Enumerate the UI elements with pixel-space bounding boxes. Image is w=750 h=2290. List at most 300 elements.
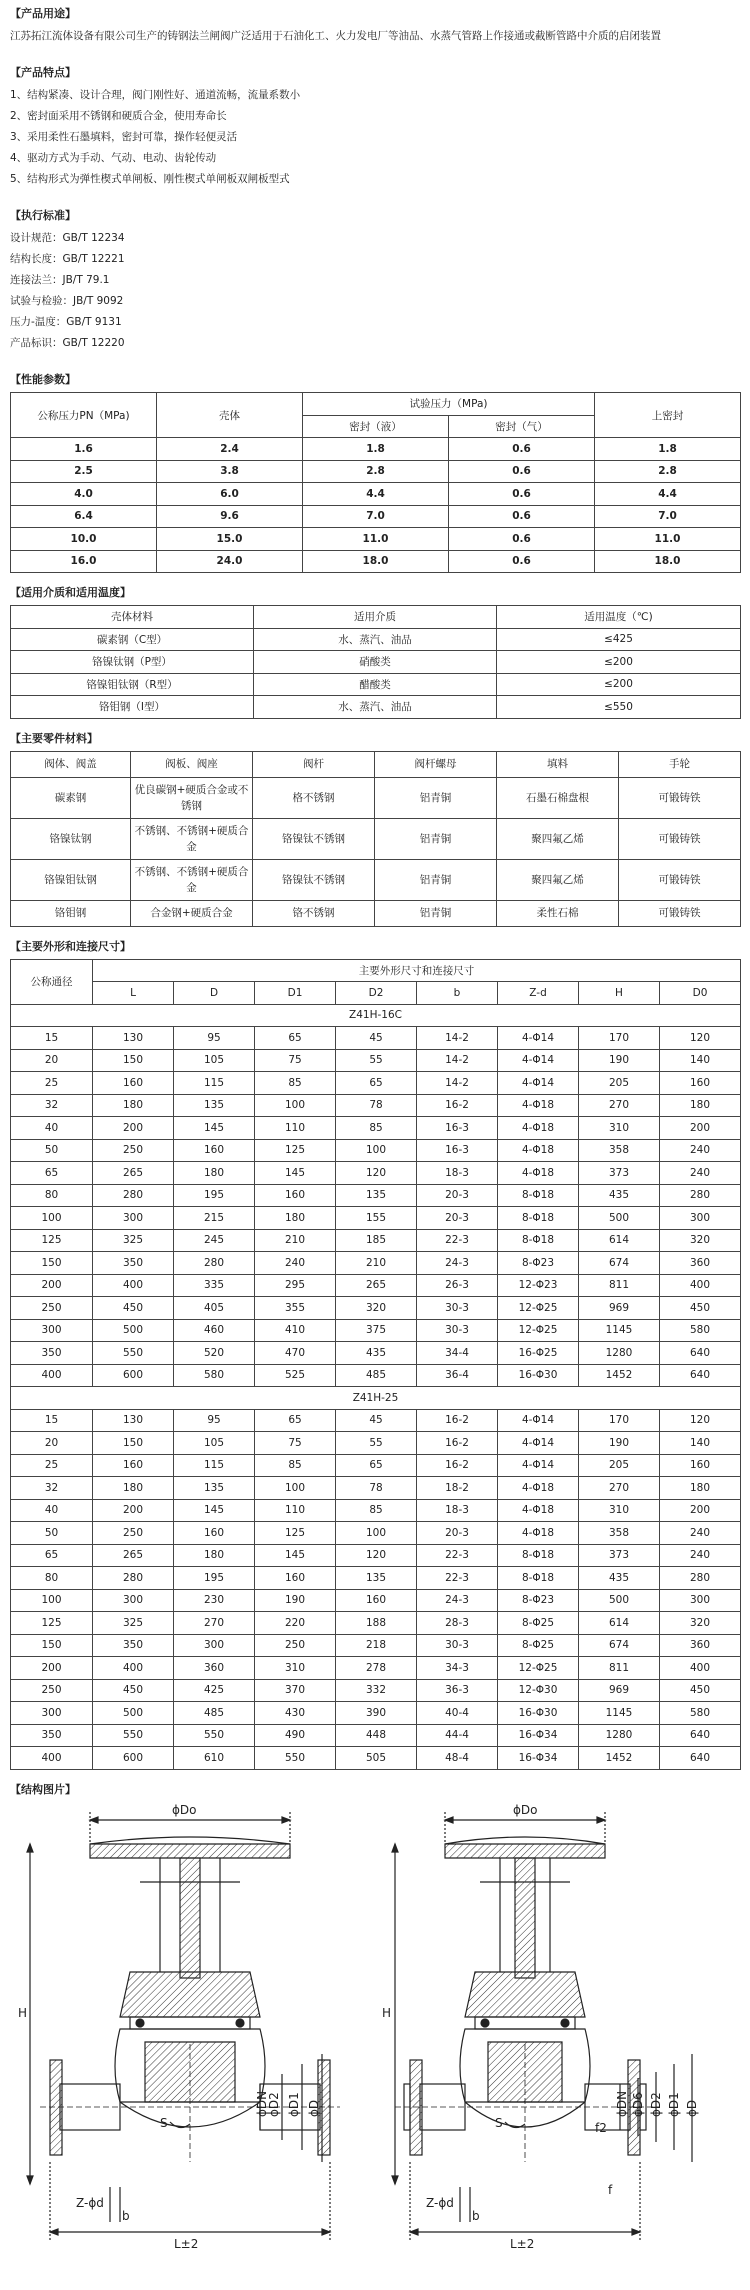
table-cell: 250 <box>93 1522 174 1545</box>
table-cell: 95 <box>174 1027 255 1050</box>
table-cell: 332 <box>336 1679 417 1702</box>
left-zd-label: Z-ϕd <box>76 2195 104 2210</box>
table-row <box>11 483 741 506</box>
table-cell: 300 <box>174 1634 255 1657</box>
table-cell: 185 <box>336 1229 417 1252</box>
table-cell: 16-3 <box>417 1117 498 1140</box>
table-cell: 580 <box>660 1702 741 1725</box>
header-stem-nut: 阀杆螺母 <box>375 751 497 777</box>
table-cell: 1280 <box>579 1342 660 1365</box>
table-cell: 11.0 <box>595 528 741 551</box>
table-cell: 85 <box>255 1454 336 1477</box>
table-cell: 270 <box>174 1612 255 1635</box>
performance-body <box>11 438 741 573</box>
table-row <box>11 528 741 551</box>
right-d-label: ϕD <box>685 2099 699 2117</box>
table-cell: 0.6 <box>449 460 595 483</box>
table-cell: ≤200 <box>497 651 741 674</box>
table-row <box>11 1184 741 1207</box>
table-cell: 674 <box>579 1634 660 1657</box>
table-cell: 50 <box>11 1139 93 1162</box>
table-cell: 280 <box>660 1567 741 1590</box>
table-cell: 78 <box>336 1094 417 1117</box>
table-cell: 65 <box>255 1409 336 1432</box>
table-cell: 450 <box>660 1297 741 1320</box>
table-cell: 2.8 <box>303 460 449 483</box>
table-cell: 674 <box>579 1252 660 1275</box>
table-cell: 4-Φ14 <box>498 1049 579 1072</box>
table-cell: 320 <box>660 1612 741 1635</box>
table-cell: 140 <box>660 1432 741 1455</box>
table-cell: 0.6 <box>449 550 595 573</box>
standard-item: 压力-温度：GB/T 9131 <box>10 316 122 328</box>
table-row <box>11 1679 741 1702</box>
header-col-d1: D1 <box>255 982 336 1005</box>
left-s-label: S <box>160 2115 168 2130</box>
table-row <box>11 1027 741 1050</box>
table-cell: 24-3 <box>417 1589 498 1612</box>
table-cell: 145 <box>255 1544 336 1567</box>
table-cell: 160 <box>93 1072 174 1095</box>
table-cell: 34-3 <box>417 1657 498 1680</box>
left-h-label: H <box>18 2005 28 2020</box>
table-cell: 85 <box>336 1117 417 1140</box>
table-cell: 450 <box>93 1297 174 1320</box>
table-cell: 4-Φ14 <box>498 1432 579 1455</box>
header-col-b: b <box>417 982 498 1005</box>
table-cell: 不锈钢、不锈钢+硬质合金 <box>131 818 253 859</box>
table-cell: 可锻铸铁 <box>619 859 741 900</box>
table-cell: 50 <box>11 1522 93 1545</box>
table-cell: 聚四氟乙烯 <box>497 818 619 859</box>
table-cell: 490 <box>255 1724 336 1747</box>
table-cell: 优良碳钢+硬质合金或不锈钢 <box>131 777 253 818</box>
table-cell: 278 <box>336 1657 417 1680</box>
table-row <box>11 1634 741 1657</box>
table-cell: 355 <box>255 1297 336 1320</box>
table-cell: 80 <box>11 1567 93 1590</box>
table-cell: 48-4 <box>417 1747 498 1770</box>
table-row <box>11 1229 741 1252</box>
table-cell: 640 <box>660 1342 741 1365</box>
table-cell: 325 <box>93 1229 174 1252</box>
table-cell: 铬镍钛不锈钢 <box>253 818 375 859</box>
right-f2-label: f2 <box>595 2120 607 2135</box>
table-cell: 100 <box>11 1207 93 1230</box>
table-cell: 75 <box>255 1432 336 1455</box>
table-row <box>11 1724 741 1747</box>
table-cell: 10.0 <box>11 528 157 551</box>
table-row <box>11 1567 741 1590</box>
table-cell: 34-4 <box>417 1342 498 1365</box>
table-row <box>11 1094 741 1117</box>
table-cell: 550 <box>93 1724 174 1747</box>
table-cell: 16-Φ30 <box>498 1364 579 1387</box>
table-row <box>11 1139 741 1162</box>
left-l-label: L±2 <box>174 2236 199 2251</box>
table-cell: 12-Φ23 <box>498 1274 579 1297</box>
table-cell: 240 <box>660 1522 741 1545</box>
header-material: 壳体材料 <box>11 606 254 629</box>
table-cell: 80 <box>11 1184 93 1207</box>
table-row <box>11 1657 741 1680</box>
table-cell: 265 <box>336 1274 417 1297</box>
header-test: 试验压力（MPa) <box>303 393 595 416</box>
section-figure <box>10 1782 740 2290</box>
table-cell: 65 <box>336 1454 417 1477</box>
table-cell: 格不锈钢 <box>253 777 375 818</box>
table-cell: 26-3 <box>417 1274 498 1297</box>
table-cell: 14-2 <box>417 1049 498 1072</box>
table-cell: 16-Φ34 <box>498 1747 579 1770</box>
table-cell: 16-2 <box>417 1409 498 1432</box>
table-row <box>11 460 741 483</box>
table-row <box>11 1589 741 1612</box>
table-cell: 160 <box>174 1139 255 1162</box>
section-features <box>10 65 740 190</box>
table-row <box>11 1364 741 1387</box>
table-cell: 1452 <box>579 1364 660 1387</box>
table-cell: 1145 <box>579 1319 660 1342</box>
table-cell: 18.0 <box>595 550 741 573</box>
standard-item: 结构长度：GB/T 12221 <box>10 253 125 265</box>
table-cell: 120 <box>336 1162 417 1185</box>
table-cell: 0.6 <box>449 483 595 506</box>
table-row <box>11 1454 741 1477</box>
table-cell: 300 <box>93 1207 174 1230</box>
standards-heading: 【执行标准】 <box>10 209 76 222</box>
table-cell: 350 <box>93 1634 174 1657</box>
table-row <box>11 859 741 900</box>
table-cell: 7.0 <box>303 505 449 528</box>
table-cell: 醋酸类 <box>254 673 497 696</box>
table-row <box>11 696 741 719</box>
left-d-label: ϕD <box>307 2099 321 2117</box>
table-cell: 16-Φ25 <box>498 1342 579 1365</box>
right-zd-label: Z-ϕd <box>426 2195 454 2210</box>
table-cell: 8-Φ18 <box>498 1567 579 1590</box>
table-cell: 6.4 <box>11 505 157 528</box>
table-cell: 1280 <box>579 1724 660 1747</box>
table-row <box>11 1207 741 1230</box>
table-cell: 水、蒸汽、油品 <box>254 628 497 651</box>
table-cell: 40 <box>11 1117 93 1140</box>
table-cell: 200 <box>11 1657 93 1680</box>
table-cell: 18-2 <box>417 1477 498 1500</box>
table-cell: 400 <box>660 1657 741 1680</box>
table-cell: 190 <box>579 1049 660 1072</box>
table-cell: 200 <box>93 1117 174 1140</box>
table-cell: 360 <box>660 1252 741 1275</box>
table-cell: 2.8 <box>595 460 741 483</box>
right-d2-label: ϕD2 <box>649 2091 663 2117</box>
table-cell: 135 <box>174 1477 255 1500</box>
table-cell: ≤200 <box>497 673 741 696</box>
table-cell: 11.0 <box>303 528 449 551</box>
table-cell: 350 <box>11 1342 93 1365</box>
table-cell: 110 <box>255 1499 336 1522</box>
media-heading: 【适用介质和适用温度】 <box>10 586 131 599</box>
table-cell: 3.8 <box>157 460 303 483</box>
header-col-d: D <box>174 982 255 1005</box>
table-cell: 170 <box>579 1027 660 1050</box>
header-col-zd: Z-d <box>498 982 579 1005</box>
table-cell: 280 <box>93 1184 174 1207</box>
table-cell: 16-3 <box>417 1139 498 1162</box>
table-cell: 铬钼钢（I型） <box>11 696 254 719</box>
table-cell: 410 <box>255 1319 336 1342</box>
figure-heading: 【结构图片】 <box>10 1782 76 1796</box>
table-cell: 0.6 <box>449 438 595 461</box>
feature-item: 2、密封面采用不锈钢和硬质合金，使用寿命长 <box>10 110 227 122</box>
table-cell: 44-4 <box>417 1724 498 1747</box>
table-cell: 12-Φ25 <box>498 1657 579 1680</box>
table-cell: 36-3 <box>417 1679 498 1702</box>
table-cell: 铝青铜 <box>375 777 497 818</box>
table-row <box>11 673 741 696</box>
table-cell: 4-Φ18 <box>498 1094 579 1117</box>
table-row <box>11 818 741 859</box>
table-cell: 170 <box>579 1409 660 1432</box>
table-cell: 370 <box>255 1679 336 1702</box>
table-cell: 4-Φ14 <box>498 1454 579 1477</box>
table-cell: 160 <box>660 1072 741 1095</box>
header-shell: 壳体 <box>157 393 303 438</box>
table-cell: ≤425 <box>497 628 741 651</box>
table-row <box>11 438 741 461</box>
table-row <box>11 628 741 651</box>
standard-item: 设计规范：GB/T 12234 <box>10 232 125 244</box>
table-cell: 435 <box>579 1567 660 1590</box>
table-cell: 1.8 <box>303 438 449 461</box>
dimensions-body-2 <box>11 1409 741 1769</box>
table-cell: 230 <box>174 1589 255 1612</box>
table-cell: 390 <box>336 1702 417 1725</box>
table-cell: 7.0 <box>595 505 741 528</box>
table-cell: 400 <box>660 1274 741 1297</box>
table-cell: 6.0 <box>157 483 303 506</box>
table-cell: 400 <box>93 1274 174 1297</box>
table-cell: ≤550 <box>497 696 741 719</box>
table-cell: 24.0 <box>157 550 303 573</box>
table-cell: 188 <box>336 1612 417 1635</box>
table-cell: 15 <box>11 1409 93 1432</box>
table-cell: 195 <box>174 1184 255 1207</box>
table-cell: 160 <box>255 1567 336 1590</box>
table-cell: 8-Φ23 <box>498 1589 579 1612</box>
table-cell: 20 <box>11 1049 93 1072</box>
table-cell: 240 <box>660 1162 741 1185</box>
table-cell: 145 <box>255 1162 336 1185</box>
table-cell: 25 <box>11 1454 93 1477</box>
table-cell: 320 <box>660 1229 741 1252</box>
table-cell: 100 <box>336 1139 417 1162</box>
parts-heading: 【主要零件材料】 <box>10 731 98 745</box>
table-cell: 250 <box>11 1297 93 1320</box>
table-cell: 270 <box>579 1477 660 1500</box>
table-row <box>11 1319 741 1342</box>
table-cell: 210 <box>255 1229 336 1252</box>
table-cell: 14-2 <box>417 1027 498 1050</box>
table-cell: 373 <box>579 1162 660 1185</box>
section-dimensions <box>10 939 740 1770</box>
header-handwheel: 手轮 <box>619 751 741 777</box>
table-cell: 4-Φ18 <box>498 1522 579 1545</box>
table-cell: 640 <box>660 1724 741 1747</box>
table-cell: 16-2 <box>417 1432 498 1455</box>
table-cell: 石墨石棉盘根 <box>497 777 619 818</box>
table-cell: 16.0 <box>11 550 157 573</box>
table-cell: 200 <box>93 1499 174 1522</box>
table-cell: 135 <box>336 1184 417 1207</box>
left-d1-label: ϕD1 <box>287 2091 301 2117</box>
section-performance <box>10 372 740 573</box>
table-cell: 12-Φ25 <box>498 1319 579 1342</box>
table-cell: 8-Φ18 <box>498 1207 579 1230</box>
usage-text: 江苏拓江流体设备有限公司生产的铸钢法兰闸阀广泛适用于石油化工、火力发电厂等油品、水蒸气管路上作接通或截断管路中介质的启闭装置 <box>10 30 661 42</box>
table-row <box>11 1522 741 1545</box>
table-cell: 12-Φ25 <box>498 1297 579 1320</box>
table-cell: 160 <box>660 1454 741 1477</box>
table-row <box>11 1072 741 1095</box>
table-cell: 180 <box>255 1207 336 1230</box>
table-cell: 200 <box>660 1117 741 1140</box>
table-cell: 铝青铜 <box>375 859 497 900</box>
model-row: Z41H-25 <box>11 1387 741 1410</box>
table-row <box>11 1117 741 1140</box>
table-cell: 265 <box>93 1544 174 1567</box>
table-cell: 65 <box>11 1544 93 1567</box>
table-cell: 375 <box>336 1319 417 1342</box>
table-cell: 250 <box>255 1634 336 1657</box>
table-cell: 115 <box>174 1454 255 1477</box>
table-cell: 360 <box>660 1634 741 1657</box>
table-row <box>11 1252 741 1275</box>
table-cell: 145 <box>174 1499 255 1522</box>
table-cell: 320 <box>336 1297 417 1320</box>
table-cell: 280 <box>660 1184 741 1207</box>
table-cell: 240 <box>660 1544 741 1567</box>
table-cell: 190 <box>579 1432 660 1455</box>
table-cell: 铝青铜 <box>375 900 497 926</box>
table-cell: 350 <box>11 1724 93 1747</box>
table-cell: 160 <box>336 1589 417 1612</box>
table-cell: 85 <box>255 1072 336 1095</box>
table-cell: 40-4 <box>417 1702 498 1725</box>
table-cell: 220 <box>255 1612 336 1635</box>
table-cell: 可锻铸铁 <box>619 777 741 818</box>
table-cell: 180 <box>93 1094 174 1117</box>
header-col-d0: D0 <box>660 982 741 1005</box>
right-l-label: L±2 <box>510 2236 535 2251</box>
table-cell: 155 <box>336 1207 417 1230</box>
table-cell: 250 <box>93 1139 174 1162</box>
table-cell: 18-3 <box>417 1499 498 1522</box>
table-cell: 180 <box>660 1477 741 1500</box>
header-dimensions-group: 主要外形尺寸和连接尺寸 <box>93 959 741 982</box>
header-packing: 填料 <box>497 751 619 777</box>
table-cell: 100 <box>11 1589 93 1612</box>
table-cell: 360 <box>174 1657 255 1680</box>
table-cell: 145 <box>174 1117 255 1140</box>
table-cell: 2.4 <box>157 438 303 461</box>
table-cell: 16-Φ34 <box>498 1724 579 1747</box>
table-cell: 614 <box>579 1229 660 1252</box>
table-row <box>11 1499 741 1522</box>
left-b-label: b <box>122 2208 130 2223</box>
table-cell: 30-3 <box>417 1634 498 1657</box>
standard-item: 试验与检验：JB/T 9092 <box>10 295 124 307</box>
section-standards <box>10 208 740 354</box>
table-row <box>11 1612 741 1635</box>
table-cell: 969 <box>579 1297 660 1320</box>
table-cell: 135 <box>336 1567 417 1590</box>
table-row <box>11 1544 741 1567</box>
table-cell: 碳素钢 <box>11 777 131 818</box>
table-cell: 4-Φ14 <box>498 1072 579 1095</box>
table-row <box>11 1049 741 1072</box>
table-row <box>11 505 741 528</box>
table-cell: 铝青铜 <box>375 818 497 859</box>
table-cell: 218 <box>336 1634 417 1657</box>
table-cell: 4-Φ18 <box>498 1162 579 1185</box>
table-cell: 20-3 <box>417 1184 498 1207</box>
table-row <box>11 1274 741 1297</box>
header-dn: 公称通径 <box>11 959 93 1004</box>
header-seal-liquid: 密封（液） <box>303 415 449 438</box>
table-cell: 120 <box>660 1027 741 1050</box>
table-cell: 30-3 <box>417 1319 498 1342</box>
table-cell: 4-Φ18 <box>498 1117 579 1140</box>
table-cell: 180 <box>93 1477 174 1500</box>
table-cell: 135 <box>174 1094 255 1117</box>
right-b-label: b <box>472 2208 480 2223</box>
table-cell: 245 <box>174 1229 255 1252</box>
table-cell: 柔性石棉 <box>497 900 619 926</box>
table-cell: 28-3 <box>417 1612 498 1635</box>
table-cell: 125 <box>11 1612 93 1635</box>
table-cell: 120 <box>660 1409 741 1432</box>
right-d1-label: ϕD1 <box>667 2091 681 2117</box>
table-cell: 265 <box>93 1162 174 1185</box>
table-cell: 铬镍钼钛钢 <box>11 859 131 900</box>
right-s-label: S <box>495 2115 503 2130</box>
table-cell: 105 <box>174 1049 255 1072</box>
table-cell: 150 <box>93 1432 174 1455</box>
table-cell: 485 <box>174 1702 255 1725</box>
right-d6-label: ϕD6 <box>631 2091 645 2117</box>
table-cell: 373 <box>579 1544 660 1567</box>
left-do-label: ϕDo <box>172 1802 197 1817</box>
parts-table <box>10 751 741 927</box>
table-cell: 45 <box>336 1027 417 1050</box>
table-cell: 325 <box>93 1612 174 1635</box>
header-medium: 适用介质 <box>254 606 497 629</box>
table-cell: 100 <box>336 1522 417 1545</box>
parts-body <box>11 777 741 926</box>
section-usage <box>10 6 740 47</box>
table-cell: 110 <box>255 1117 336 1140</box>
table-cell: 4-Φ14 <box>498 1027 579 1050</box>
table-cell: 125 <box>255 1139 336 1162</box>
table-cell: 16-2 <box>417 1454 498 1477</box>
table-cell: 8-Φ18 <box>498 1229 579 1252</box>
table-cell: 580 <box>174 1364 255 1387</box>
table-cell: 0.6 <box>449 505 595 528</box>
table-row <box>11 777 741 818</box>
table-cell: 430 <box>255 1702 336 1725</box>
section-media <box>10 585 740 719</box>
